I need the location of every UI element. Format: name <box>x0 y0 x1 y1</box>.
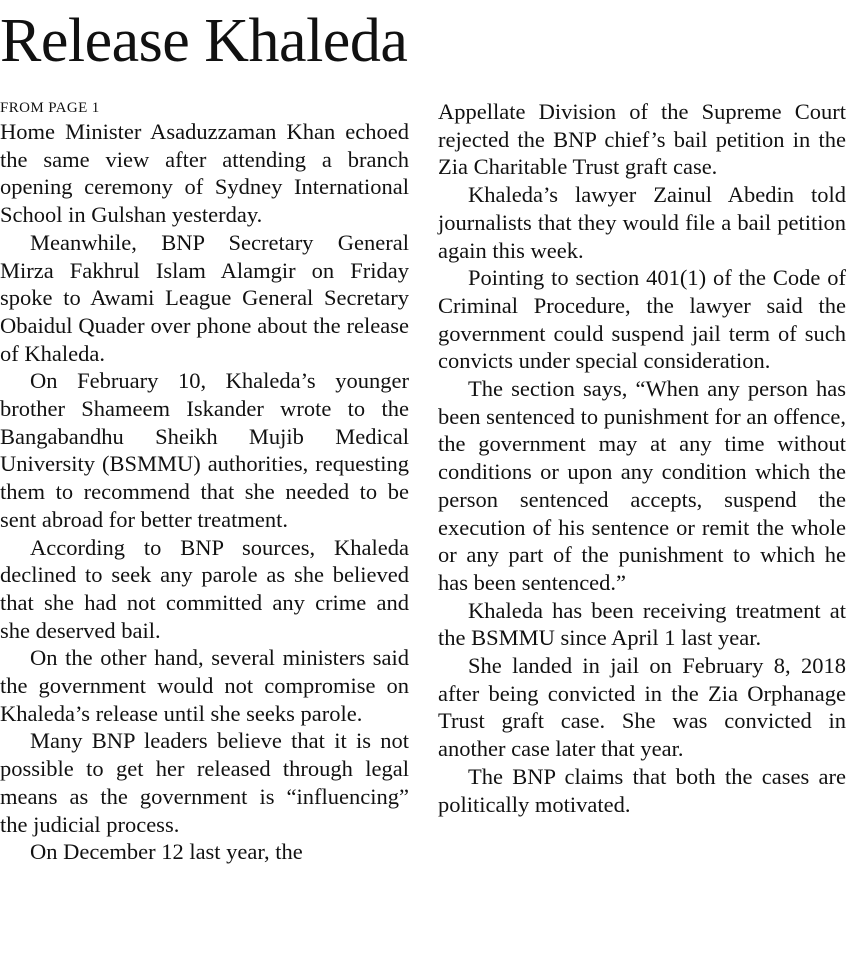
paragraph: Meanwhile, BNP Secretary General Mirza Fakhrul Islam Alamgir on Friday spoke to Awami League General Secretary Obaidul Quader over phone about the release of Khaleda. <box>0 229 409 366</box>
paragraph: Home Minister Asaduzzaman Khan echoed the same view after attending a branch opening ceremony of Sydney International School in Gulshan yesterday. <box>0 119 409 228</box>
paragraph: The BNP claims that both the cases are politically motivated. <box>438 763 846 817</box>
paragraph: On February 10, Khaleda’s younger brother Shameem Iskander wrote to the Bangabandhu Sheikh Mujib Medical University (BSMMU) authorities, requesting them to recommend that she needed to be sent abroad for better treatment. <box>0 368 409 532</box>
paragraph: Khaleda has been receiving treatment at the BSMMU since April 1 last year. <box>438 597 846 651</box>
paragraph: The section says, “When any person has been sentenced to punishment for an offence, the government may at any time without conditions or upon any condition which the person sentenced accepts, suspend the execution of his sentence or remit the whole or any part of the punishment to which he has been sentenced.” <box>438 376 846 595</box>
paragraph: On December 12 last year, the <box>30 839 303 865</box>
paragraph: According to BNP sources, Khaleda declined to seek any parole as she believed that she had not committed any crime and she deserved bail. <box>0 534 409 643</box>
paragraph: Pointing to section 401(1) of the Code of Criminal Procedure, the lawyer said the government could suspend jail term of such convicts under special consideration. <box>438 265 846 374</box>
paragraph: Khaleda’s lawyer Zainul Abedin told journalists that they would file a bail petition again this week. <box>438 182 846 263</box>
left-column <box>0 98 409 866</box>
paragraph: Appellate Division of the Supreme Court rejected the BNP chief’s bail petition in the Zia Charitable Trust graft case. <box>438 99 846 180</box>
kicker-from-page: FROM PAGE 1 <box>0 100 100 116</box>
paragraph: She landed in jail on February 8, 2018 after being convicted in the Zia Orphanage Trust graft case. She was convicted in another case later that year. <box>438 653 846 762</box>
headline: Release Khaleda <box>0 7 408 75</box>
right-column <box>438 98 846 818</box>
paragraph: On the other hand, several ministers said the government would not compromise on Khaleda’s release until she seeks parole. <box>0 645 409 726</box>
paragraph: Many BNP leaders believe that it is not possible to get her released through legal means as the government is “influencing” the judicial process. <box>0 728 409 837</box>
